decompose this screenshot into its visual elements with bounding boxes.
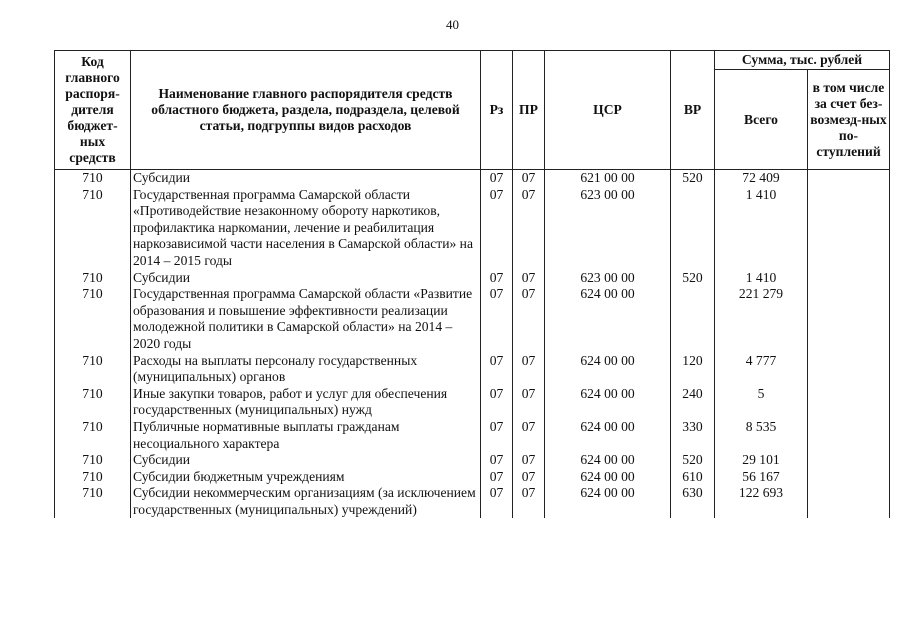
header-csr: ЦСР (545, 51, 671, 170)
header-name: Наименование главного распорядителя средств областного бюджета, раздела, подраздела, целевой статьи, подгруппы видов расходов (131, 51, 481, 170)
table-row (55, 386, 890, 419)
table-header (55, 51, 890, 170)
cell-vr: 120 (671, 353, 715, 386)
cell-vr: 330 (671, 419, 715, 452)
cell-pr: 07 (513, 419, 545, 452)
cell-name: Субсидии некоммерческим организациям (за исключением государственных (муниципальных) учреждений) (131, 485, 481, 518)
cell-total: 122 693 (715, 485, 808, 518)
cell-rz: 07 (481, 419, 513, 452)
cell-pr: 07 (513, 286, 545, 352)
cell-code: 710 (55, 187, 131, 270)
cell-rz: 07 (481, 353, 513, 386)
cell-rz: 07 (481, 386, 513, 419)
cell-rz: 07 (481, 452, 513, 469)
cell-rz: 07 (481, 286, 513, 352)
cell-rz: 07 (481, 270, 513, 287)
cell-code: 710 (55, 386, 131, 419)
cell-incl (808, 286, 890, 352)
cell-code: 710 (55, 286, 131, 352)
page-number: 40 (446, 17, 459, 32)
cell-incl (808, 187, 890, 270)
cell-rz: 07 (481, 485, 513, 518)
cell-pr: 07 (513, 386, 545, 419)
table-row (55, 452, 890, 469)
cell-code: 710 (55, 485, 131, 518)
cell-vr: 520 (671, 452, 715, 469)
table-row (55, 170, 890, 187)
table-row (55, 419, 890, 452)
cell-name: Субсидии (131, 452, 481, 469)
cell-csr: 621 00 00 (545, 170, 671, 187)
cell-total: 1 410 (715, 187, 808, 270)
cell-incl (808, 485, 890, 518)
cell-name: Государственная программа Самарской области «Развитие образования и повышение эффективности реализации молодежной политики в Самарской области» на 2014 – 2020 годы (131, 286, 481, 352)
header-total: Всего (715, 70, 808, 170)
cell-vr: 520 (671, 270, 715, 287)
cell-rz: 07 (481, 170, 513, 187)
table-row (55, 469, 890, 486)
header-sum-group: Сумма, тыс. рублей (715, 51, 890, 70)
budget-table (54, 50, 890, 518)
cell-pr: 07 (513, 485, 545, 518)
header-vr: ВР (671, 51, 715, 170)
cell-rz: 07 (481, 469, 513, 486)
header-pr: ПР (513, 51, 545, 170)
cell-total: 56 167 (715, 469, 808, 486)
table-row (55, 270, 890, 287)
cell-csr: 623 00 00 (545, 187, 671, 270)
cell-rz: 07 (481, 187, 513, 270)
cell-incl (808, 469, 890, 486)
cell-code: 710 (55, 469, 131, 486)
cell-total: 221 279 (715, 286, 808, 352)
cell-incl (808, 386, 890, 419)
cell-code: 710 (55, 270, 131, 287)
cell-name: Субсидии (131, 270, 481, 287)
cell-csr: 624 00 00 (545, 353, 671, 386)
table-row (55, 485, 890, 518)
cell-code: 710 (55, 170, 131, 187)
cell-vr: 240 (671, 386, 715, 419)
header-code: Код главного распоря-дителя бюджет-ных средств (55, 51, 131, 170)
header-incl: в том числе за счет без-возмезд-ных по-ступлений (808, 70, 890, 170)
cell-csr: 624 00 00 (545, 485, 671, 518)
cell-name: Субсидии бюджетным учреждениям (131, 469, 481, 486)
cell-csr: 624 00 00 (545, 286, 671, 352)
cell-code: 710 (55, 419, 131, 452)
cell-name: Иные закупки товаров, работ и услуг для обеспечения государственных (муниципальных) нужд (131, 386, 481, 419)
table-row (55, 286, 890, 352)
cell-pr: 07 (513, 170, 545, 187)
cell-csr: 624 00 00 (545, 419, 671, 452)
cell-vr (671, 286, 715, 352)
cell-pr: 07 (513, 353, 545, 386)
cell-code: 710 (55, 353, 131, 386)
cell-incl (808, 170, 890, 187)
cell-incl (808, 452, 890, 469)
cell-pr: 07 (513, 469, 545, 486)
cell-name: Расходы на выплаты персоналу государственных (муниципальных) органов (131, 353, 481, 386)
cell-csr: 623 00 00 (545, 270, 671, 287)
cell-vr (671, 187, 715, 270)
cell-incl (808, 353, 890, 386)
cell-code: 710 (55, 452, 131, 469)
cell-total: 5 (715, 386, 808, 419)
table-row (55, 187, 890, 270)
cell-vr: 520 (671, 170, 715, 187)
cell-incl (808, 270, 890, 287)
cell-incl (808, 419, 890, 452)
header-rz: Рз (481, 51, 513, 170)
table-body (55, 170, 890, 519)
cell-csr: 624 00 00 (545, 386, 671, 419)
cell-pr: 07 (513, 452, 545, 469)
cell-total: 8 535 (715, 419, 808, 452)
cell-vr: 610 (671, 469, 715, 486)
cell-pr: 07 (513, 187, 545, 270)
cell-vr: 630 (671, 485, 715, 518)
cell-name: Публичные нормативные выплаты гражданам несоциального характера (131, 419, 481, 452)
cell-name: Субсидии (131, 170, 481, 187)
cell-name: Государственная программа Самарской области «Противодействие незаконному обороту наркотиков, профилактика наркомании, лечение и реабилитация наркозависимой части населения в Самарской области» на 2014 – 2015 годы (131, 187, 481, 270)
cell-csr: 624 00 00 (545, 469, 671, 486)
cell-total: 4 777 (715, 353, 808, 386)
cell-total: 1 410 (715, 270, 808, 287)
cell-total: 29 101 (715, 452, 808, 469)
cell-pr: 07 (513, 270, 545, 287)
table-row (55, 353, 890, 386)
cell-csr: 624 00 00 (545, 452, 671, 469)
cell-total: 72 409 (715, 170, 808, 187)
